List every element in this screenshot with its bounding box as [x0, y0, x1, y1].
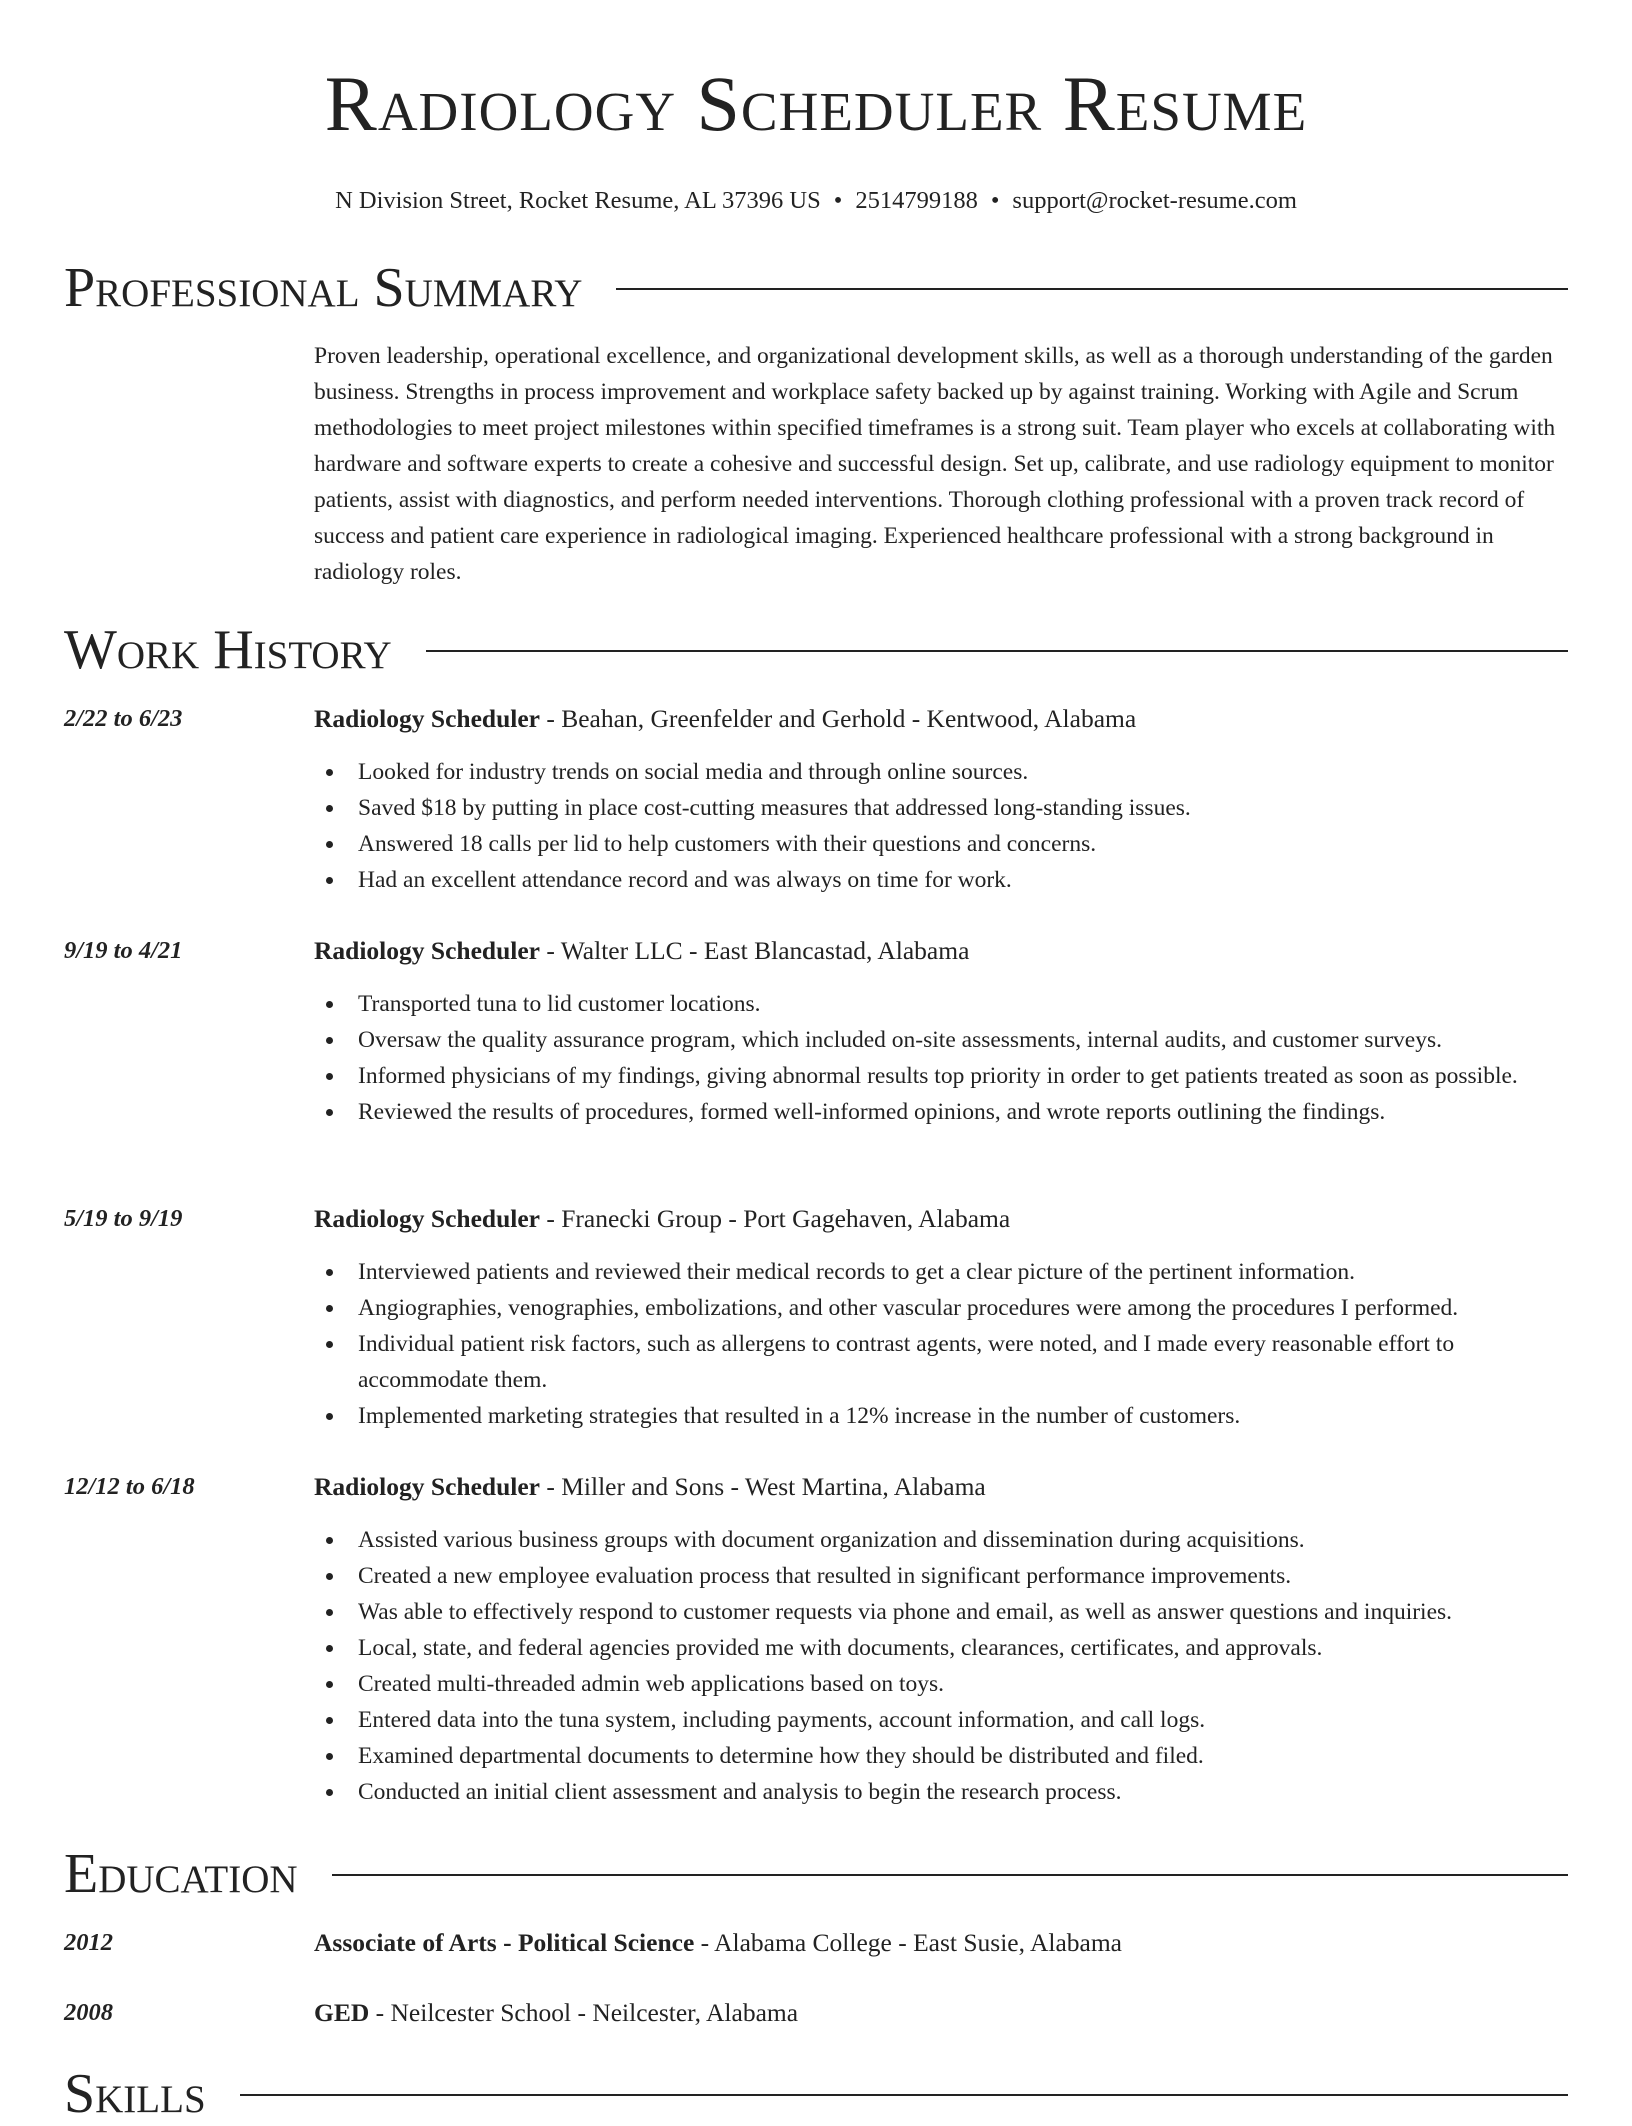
job-heading — [314, 933, 1570, 969]
education-heading — [314, 1925, 1570, 1961]
job-role: Radiology Scheduler — [314, 1472, 540, 1501]
job-bullets — [314, 1254, 1570, 1434]
bullet-item: Oversaw the quality assurance program, which included on-site assessments, internal audits, and customer surveys. — [314, 1022, 1570, 1058]
section-divider — [332, 1874, 1568, 1876]
contact-separator: • — [990, 187, 1000, 214]
job-dates: 9/19 to 4/21 — [64, 937, 183, 964]
education-heading — [314, 1995, 1570, 2031]
email: support@rocket-resume.com — [1012, 187, 1297, 214]
job-entry — [64, 933, 1570, 1130]
job-dates: 12/12 to 6/18 — [64, 1473, 195, 1500]
education-year: 2008 — [64, 1999, 113, 2026]
job-bullets — [314, 986, 1570, 1130]
job-details: - Walter LLC - East Blancastad, Alabama — [539, 936, 970, 965]
bullet-item: Created a new employee evaluation process that resulted in significant performance improvements. — [314, 1558, 1570, 1594]
work-section-header — [64, 618, 1568, 682]
job-details: - Franecki Group - Port Gagehaven, Alabama — [539, 1204, 1011, 1233]
section-title-education: Education — [64, 1843, 298, 1905]
job-role: Radiology Scheduler — [314, 1204, 540, 1233]
section-divider — [426, 650, 1568, 652]
bullet-item: Created multi-threaded admin web applications based on toys. — [314, 1666, 1570, 1702]
resume-title: Radiology Scheduler Resume — [324, 60, 1308, 147]
bullet-item: Informed physicians of my findings, giving abnormal results top priority in order to get patients treated as soon as possible. — [314, 1058, 1570, 1094]
bullet-item: Entered data into the tuna system, including payments, account information, and call logs. — [314, 1702, 1570, 1738]
bullet-item: Transported tuna to lid customer locations. — [314, 986, 1570, 1022]
job-entry — [64, 1201, 1570, 1434]
job-details: - Miller and Sons - West Martina, Alabama — [539, 1472, 986, 1501]
education-details: - Alabama College - East Susie, Alabama — [694, 1928, 1123, 1957]
section-divider — [240, 2094, 1568, 2096]
education-section-header — [64, 1842, 1568, 1906]
education-year: 2012 — [64, 1929, 113, 1956]
education-degree: Associate of Arts - Political Science — [314, 1928, 695, 1957]
bullet-item: Saved $18 by putting in place cost-cutting measures that addressed long-standing issues. — [314, 790, 1570, 826]
job-details: - Beahan, Greenfelder and Gerhold - Kentwood, Alabama — [539, 704, 1137, 733]
job-bullets — [314, 1522, 1570, 1810]
contact-separator: • — [833, 187, 843, 214]
bullet-item: Had an excellent attendance record and was always on time for work. — [314, 862, 1570, 898]
bullet-item: Looked for industry trends on social media and through online sources. — [314, 754, 1570, 790]
bullet-item: Assisted various business groups with document organization and dissemination during acquisitions. — [314, 1522, 1570, 1558]
summary-section-header — [64, 256, 1568, 320]
job-heading — [314, 1201, 1570, 1237]
bullet-item: Reviewed the results of procedures, formed well-informed opinions, and wrote reports outlining the findings. — [314, 1094, 1570, 1130]
section-title-work: Work History — [64, 619, 392, 681]
summary-text: Proven leadership, operational excellence, and organizational development skills, as well as a thorough understanding of the garden business. Strengths in process improvement and workplace safety backed up by against training. Working with Agile and Scrum methodologies to meet project milestones within specified timeframes is a strong suit. Team player who excels at collaborating with hardware and software experts to create a cohesive and successful design. Set up, calibrate, and use radiology equipment to monitor patients, assist with diagnostics, and perform needed interventions. Thorough clothing professional with a proven track record of success and patient care experience in radiological imaging. Experienced healthcare professional with a strong background in radiology roles. — [314, 343, 1556, 585]
bullet-item: Implemented marketing strategies that resulted in a 12% increase in the number of customers. — [314, 1398, 1570, 1434]
job-entry — [64, 1469, 1570, 1810]
job-dates: 5/19 to 9/19 — [64, 1205, 183, 1232]
bullet-item: Angiographies, venographies, embolizations, and other vascular procedures were among the procedures I performed. — [314, 1290, 1570, 1326]
job-bullets — [314, 754, 1570, 898]
section-title-skills: Skills — [64, 2063, 206, 2125]
section-title-summary: Professional Summary — [64, 257, 583, 319]
education-degree: GED — [314, 1998, 370, 2027]
education-entry — [64, 1995, 1570, 2031]
skills-section-header — [64, 2062, 1568, 2126]
job-role: Radiology Scheduler — [314, 704, 540, 733]
job-heading — [314, 701, 1570, 737]
bullet-item: Individual patient risk factors, such as allergens to contrast agents, were noted, and I made every reasonable effort to accommodate them. — [314, 1326, 1570, 1398]
section-divider — [616, 288, 1568, 290]
address: N Division Street, Rocket Resume, AL 37396 US — [335, 187, 821, 214]
bullet-item: Interviewed patients and reviewed their medical records to get a clear picture of the pertinent information. — [314, 1254, 1570, 1290]
bullet-item: Examined departmental documents to determine how they should be distributed and filed. — [314, 1738, 1570, 1774]
education-details: - Neilcester School - Neilcester, Alabama — [369, 1998, 799, 2027]
bullet-item: Answered 18 calls per lid to help customers with their questions and concerns. — [314, 826, 1570, 862]
bullet-item: Conducted an initial client assessment and analysis to begin the research process. — [314, 1774, 1570, 1810]
job-entry — [64, 701, 1570, 898]
education-entry — [64, 1925, 1570, 1961]
bullet-item: Was able to effectively respond to customer requests via phone and email, as well as answer questions and inquiries. — [314, 1594, 1570, 1630]
phone: 2514799188 — [855, 187, 978, 214]
job-heading — [314, 1469, 1570, 1505]
job-role: Radiology Scheduler — [314, 936, 540, 965]
job-dates: 2/22 to 6/23 — [64, 705, 183, 732]
bullet-item: Local, state, and federal agencies provided me with documents, clearances, certificates, and approvals. — [314, 1630, 1570, 1666]
contact-line — [0, 186, 1632, 216]
